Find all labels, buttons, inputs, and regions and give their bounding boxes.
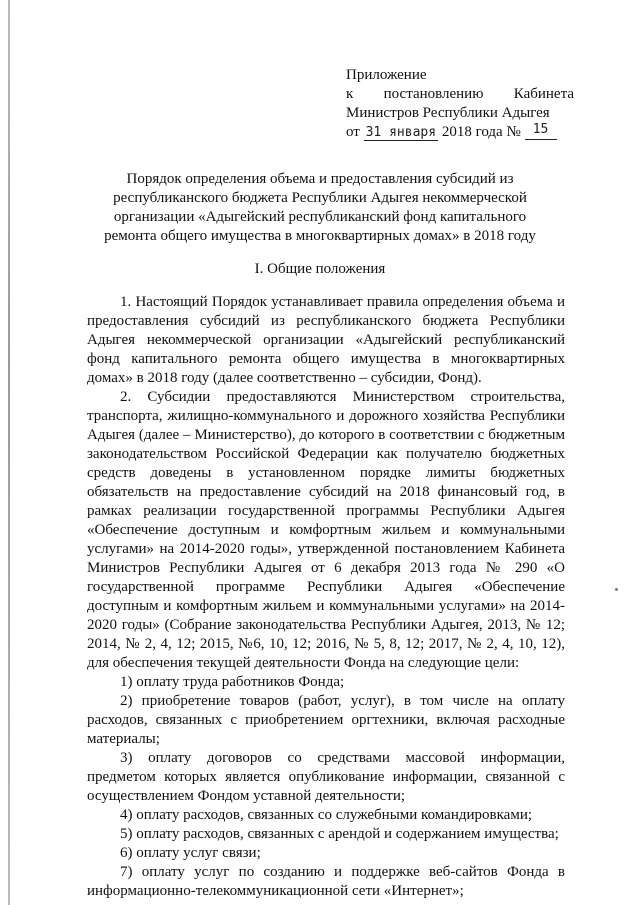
- list-item: 1) оплату труда работников Фонда;: [120, 674, 345, 690]
- appendix-word-cabinet: Кабинета: [513, 86, 574, 102]
- paragraph-2: 2. Субсидии предоставляются Министерством строительства, транспорта, жилищно-коммунального и дорожного хозяйства Республики Адыгея (далее – Министерство), до которого в соответствии с бюджетным законодательством Российской Федерации как получателю бюджетных средств доведены в установленном порядке лимиты бюджетных обязательств на предоставление субсидий на 2018 финансовый год, в рамках реализации государственной программы Республики Адыгея «Обеспечение доступным и комфортным жильем и коммунальными услугами» на 2014-2020 годы», утвержденной постановлением Кабинета Министров Республики Адыгея от 6 декабря 2013 года № 290 «О государственной программе Республики Адыгея «Обеспечение доступным и комфортным жильем и коммунальными услугами» на 2014-2020 годы» (Собрание законодательства Республики Адыгея, 2013, № 12; 2014, № 2, 4, 12; 2015, №6, 10, 12; 2016, № 5, 8, 12; 2017, № 2, 4, 10, 12), для обеспечения текущей деятельности Фонда на следующие цели:: [87, 389, 565, 671]
- list-item: 6) оплату услуг связи;: [120, 845, 261, 861]
- document-body: [87, 293, 565, 901]
- scan-dot: [615, 588, 618, 591]
- appendix-resolution-line: [346, 85, 574, 104]
- date-year: 2018 года №: [441, 124, 521, 140]
- appendix-word-k: к: [346, 86, 354, 102]
- list-item: 5) оплату расходов, связанных с арендой и содержанием имущества;: [120, 826, 559, 842]
- appendix-date-line: [346, 123, 574, 143]
- appendix-label: Приложение: [346, 67, 427, 83]
- document-title: Порядок определения объема и предоставления субсидий из республиканского бюджета Республики Адыгея некоммерческой организации «Адыгейский республиканский фонд капитального ремонта общего имущества в многоквартирных домах» в 2018 году: [104, 171, 536, 244]
- handwritten-number: 15: [525, 120, 557, 140]
- paragraph-1: 1. Настоящий Порядок устанавливает правила определения объема и предоставления субсидий из республиканского бюджета Республики Адыгея некоммерческой организации «Адыгейский республиканский фонд капитального ремонта общего имущества в многоквартирных домах» в 2018 году (далее соответственно – субсидии, Фонд).: [87, 294, 565, 386]
- scan-edge-line: [8, 0, 10, 905]
- list-item: 4) оплату расходов, связанных со служебными командировками;: [120, 807, 533, 823]
- date-prefix: от: [346, 124, 360, 140]
- section-title: I. Общие положения: [254, 261, 386, 277]
- list-item: 2) приобретение товаров (работ, услуг), в том числе на оплату расходов, связанных с приобретением оргтехники, включая расходные материалы;: [87, 693, 565, 747]
- handwritten-date: 31 января: [365, 125, 437, 140]
- appendix-word-resolution: постановлению: [383, 86, 484, 102]
- appendix-header: [346, 66, 574, 143]
- appendix-ministers: Министров Республики Адыгея: [346, 105, 550, 121]
- list-item: 3) оплату договоров со средствами массовой информации, предметом которых является опубликование информации, связанной с осуществлением Фондом уставной деятельности;: [87, 750, 565, 804]
- list-item: 7) оплату услуг по созданию и поддержке веб-сайтов Фонда в информационно-телекоммуникационной сети «Интернет»;: [87, 864, 565, 899]
